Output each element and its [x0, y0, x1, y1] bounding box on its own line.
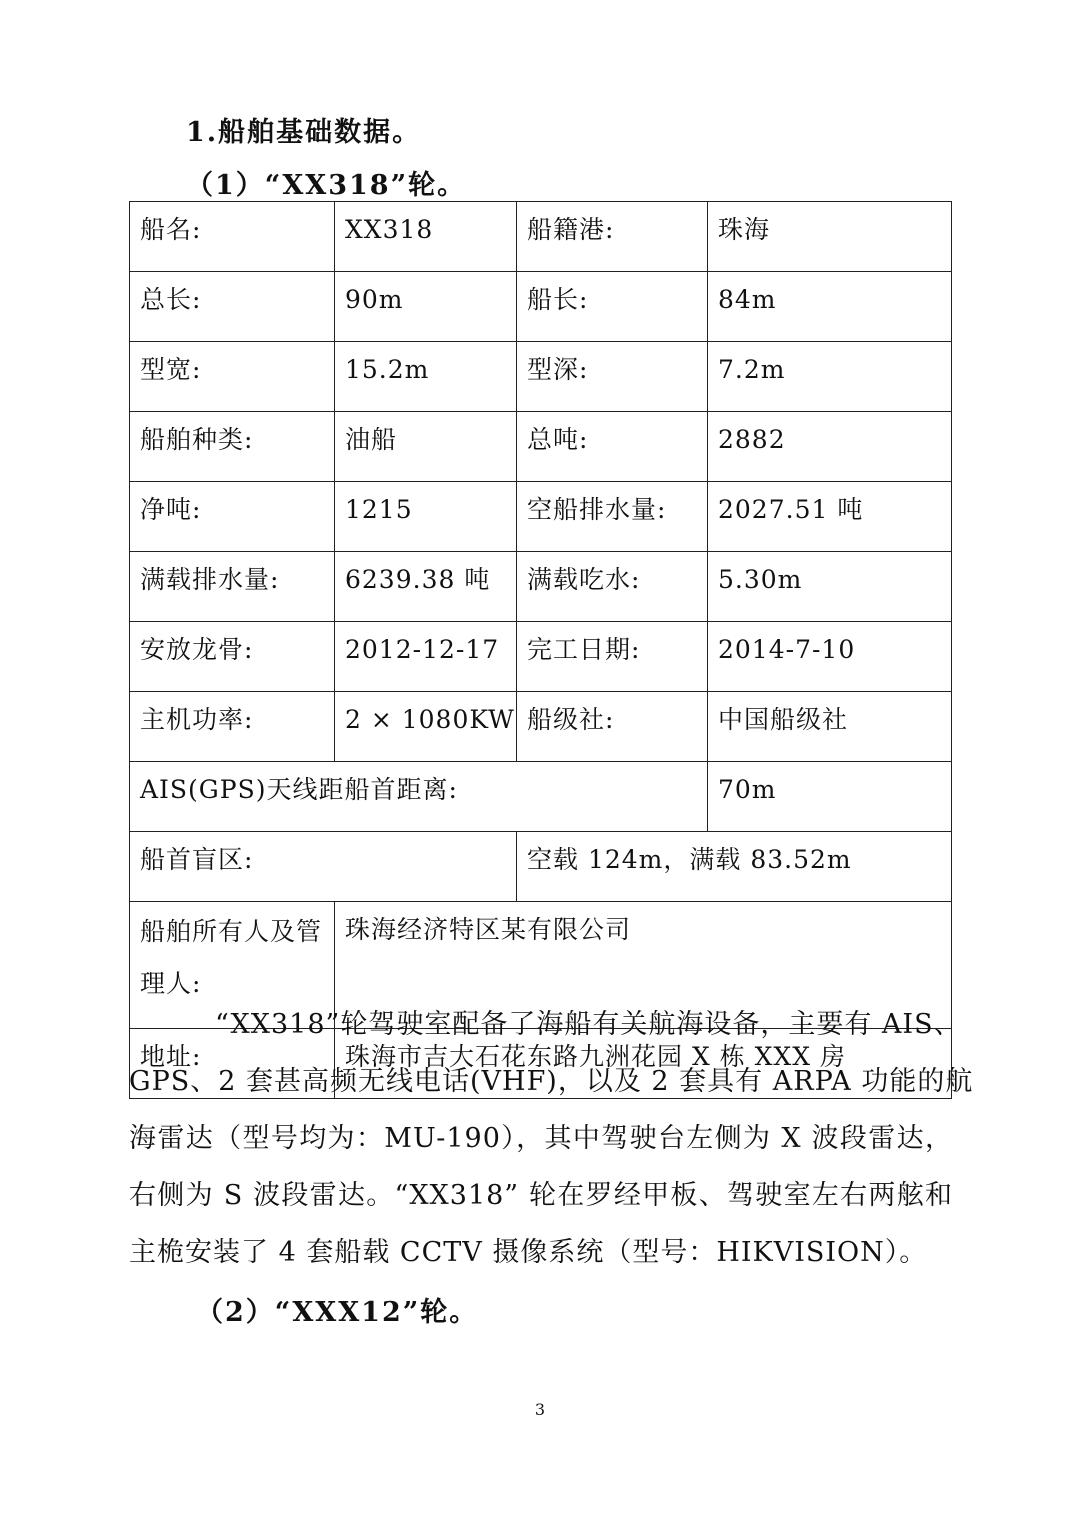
value-cell: 15.2m [335, 342, 517, 412]
blind-zone-label-cell: 船首盲区: [130, 832, 517, 902]
label-cell: 安放龙骨: [130, 622, 335, 692]
ship-data-table [129, 201, 962, 1099]
value-cell: 84m [708, 272, 952, 342]
table-row [130, 412, 952, 482]
value-cell: 2014-7-10 [708, 622, 952, 692]
paragraph-line: 主桅安装了 4 套船载 CCTV 摄像系统（型号：HIKVISION）。 [129, 1237, 928, 1268]
value-cell: 2012-12-17 [335, 622, 517, 692]
label-cell: 型宽: [130, 342, 335, 412]
label-cell: 空船排水量: [517, 482, 708, 552]
table-row [130, 482, 952, 552]
label-cell: 船籍港: [517, 202, 708, 272]
page-number: 3 [534, 1400, 546, 1419]
address-label-cell: 地址: [130, 1029, 335, 1099]
label-cell: 满载吃水: [517, 552, 708, 622]
section-heading: 1.船舶基础数据。 [186, 117, 422, 148]
label-cell: 总长: [130, 272, 335, 342]
table-row [130, 762, 952, 832]
owner-label-cell: 船舶所有人及管理人: [130, 902, 335, 1029]
vessel-1-heading: （1）“XX318”轮。 [186, 170, 467, 201]
value-cell: 1215 [335, 482, 517, 552]
value-cell: 珠海 [708, 202, 952, 272]
value-cell: 2027.51 吨 [708, 482, 952, 552]
value-cell: 7.2m [708, 342, 952, 412]
value-cell: 2 × 1080KW [335, 692, 517, 762]
value-cell: 2882 [708, 412, 952, 482]
value-cell: XX318 [335, 202, 517, 272]
table-row [130, 202, 952, 272]
table-row [130, 342, 952, 412]
paragraph-line: GPS、2 套甚高频无线电话(VHF)，以及 2 套具有 ARPA 功能的航 [129, 1066, 974, 1097]
label-cell: 船长: [517, 272, 708, 342]
label-cell: 船名: [130, 202, 335, 272]
description-paragraph [129, 996, 974, 1281]
label-cell: 船级社: [517, 692, 708, 762]
ais-label-cell: AIS(GPS)天线距船首距离: [130, 762, 708, 832]
label-cell: 船舶种类: [130, 412, 335, 482]
table-row [130, 552, 952, 622]
label-cell: 型深: [517, 342, 708, 412]
label-cell: 满载排水量: [130, 552, 335, 622]
label-cell: 总吨: [517, 412, 708, 482]
ais-value-cell: 70m [708, 762, 952, 832]
table-row [130, 692, 952, 762]
paragraph-line: 右侧为 S 波段雷达。“XX318” 轮在罗经甲板、驾驶室左右两舷和 [129, 1180, 953, 1211]
vessel-2-heading: （2）“XXX12”轮。 [196, 1297, 479, 1328]
value-cell: 中国船级社 [708, 692, 952, 762]
paragraph-line: “XX318”轮驾驶室配备了海船有关航海设备，主要有 AIS、 [215, 1009, 962, 1040]
paragraph-line: 海雷达（型号均为：MU-190），其中驾驶台左侧为 X 波段雷达， [129, 1123, 953, 1154]
table-row [130, 622, 952, 692]
table-row [130, 272, 952, 342]
value-cell: 90m [335, 272, 517, 342]
table-row [130, 832, 952, 902]
label-cell: 净吨: [130, 482, 335, 552]
owner-value-cell: 珠海经济特区某有限公司 [335, 902, 952, 1029]
value-cell: 油船 [335, 412, 517, 482]
address-value-cell: 珠海市吉大石花东路九洲花园 X 栋 XXX 房 [335, 1029, 952, 1099]
value-cell: 6239.38 吨 [335, 552, 517, 622]
value-cell: 5.30m [708, 552, 952, 622]
label-cell: 主机功率: [130, 692, 335, 762]
blind-zone-value-cell: 空载 124m，满载 83.52m [517, 832, 952, 902]
label-cell: 完工日期: [517, 622, 708, 692]
